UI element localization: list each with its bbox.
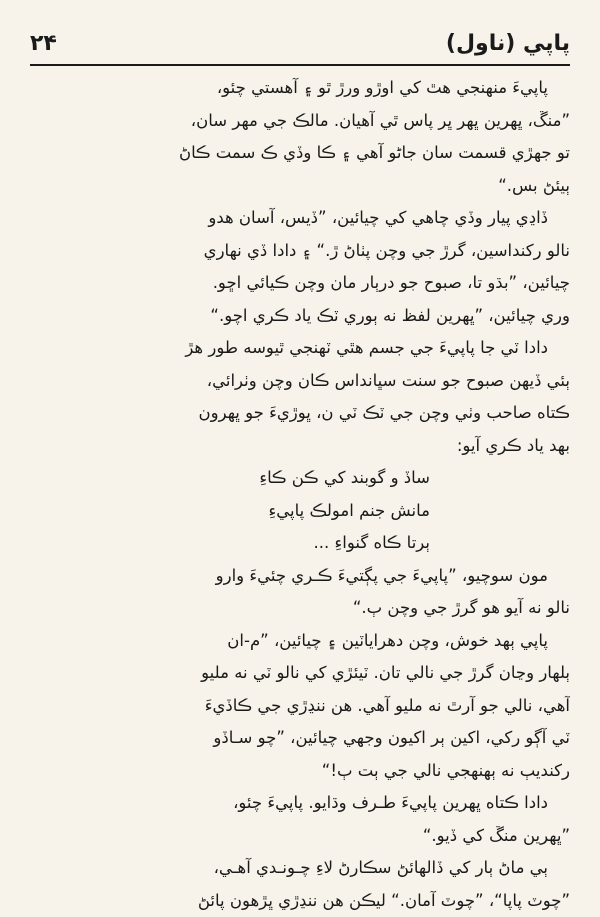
header-rule [30, 64, 570, 66]
text-line: ٻئي ڏيهن صبوح جو سنت سڀانداس ڪان وچن وٺرائي، [30, 365, 570, 398]
body-text [30, 72, 570, 917]
text-line: ”ڀهرين منڱ کي ڏيو.“ [30, 820, 570, 853]
text-line: ”چوٽ پاپا“، ”چوٽ آمان.“ ليڪن هن ننڍڙي ڀڙهون پائڻ [30, 885, 570, 917]
page-number: ۲۴ [30, 31, 57, 56]
page-header [30, 28, 570, 58]
text-line: مون سوچيو، ”پاپيءَ جي پڳتيءَ ڪـري چئيءَ وارو [30, 560, 570, 593]
verse-line: ٻرتا ڪاه گنواءِ ... [30, 527, 570, 560]
text-line: تو جهڙي قسمت سان جاڻو آهي ۽ ڪا وڏي ڪ سمت ڪاڻ [30, 137, 570, 170]
text-line: ڪتاه صاحب وٺي وچن جي ٽڪ ٽي ن، ڀوڙيءَ جو ڀهرون [30, 397, 570, 430]
text-line: ڏاڍي پيار وڏي چاهي کي چيائين، ”ڏيس، آسان هدو [30, 202, 570, 235]
running-title: پاپي (ناول) [446, 31, 570, 56]
text-line: وري چيائين، ”ڀهرين لفظ نه ٻوري ٽڪ ياد ڪري اچو.“ [30, 300, 570, 333]
text-line: نالو نه آيو هو گرڙ جي وچن ٻ.“ [30, 592, 570, 625]
verse-line: ساڏ و گوبند کي ڪن ڪاءِ [30, 462, 570, 495]
text-line: ٻيئڻ بس.“ [30, 170, 570, 203]
text-line: دادا ٽي جا پاپيءَ جي جسم هٿي ٽهنجي ٿيوسه طور هڙ [30, 332, 570, 365]
verse-line: مانش جنم امولڪ پاپيءِ [30, 495, 570, 528]
text-line: دادا ڪتاه ڀهرين پاپيءَ طـرف وڌايو. پاپيءَ چئو، [30, 787, 570, 820]
text-line: ”منڱ، ڀهرين ڀهر ڀر پاس ٿي آهيان. مالڪ جي مهر سان، [30, 105, 570, 138]
text-line: پاپيءَ منهنجي هٿ کي اوڙو ورڙ ٿو ۽ آهستي چئو، [30, 72, 570, 105]
text-line: ٻلهار وڃان گرڙ جي نالي تان. ٽيئڙي کي نالو ٽي نه مليو [30, 657, 570, 690]
text-line: بهد ياد ڪري آيو: [30, 430, 570, 463]
text-line: آهي، نالي جو آرٿ نه مليو آهي. هن ننڍڙي جي ڪاڏيءَ [30, 690, 570, 723]
text-line: چيائين، ”بڌو تا، صبوح جو درٻار مان وچن ڪيائي اڇو. [30, 267, 570, 300]
text-line: رکنديٻ نه ٻهنهجي نالي جي ٻت ٻ!“ [30, 755, 570, 788]
text-line: نالو رکنداسين، گرڙ جي وچن پٺاڻ ڙ.“ ۽ دادا ڏي نهاري [30, 235, 570, 268]
text-line: ٽي آڳو رکي، اکين ٻر اکيون وجهي چيائين، ”چو سـاڏو [30, 722, 570, 755]
text-line: ٻي ماڻ ٻار کي ڏالهائڻ سڪارڻ لاءِ چـونـدي آهـي، [30, 852, 570, 885]
text-line: پاپي ٻهد خوش، وچن دهراياٽين ۽ چيائين، ”م-ان [30, 625, 570, 658]
